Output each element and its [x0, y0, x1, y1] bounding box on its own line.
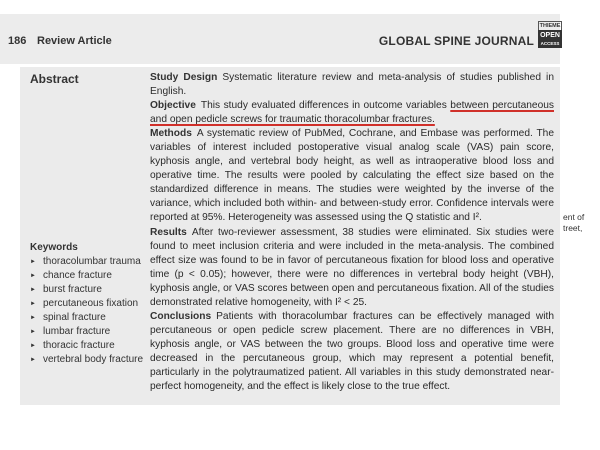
page-number: 186 — [8, 35, 27, 47]
open-access-logo — [538, 21, 562, 48]
journal-title: GLOBAL SPINE JOURNAL — [378, 34, 534, 48]
keyword-item: ► thoracic fracture — [30, 339, 153, 353]
logo-access-text: ACCESS — [540, 41, 560, 46]
abstract-heading: Abstract — [30, 72, 79, 86]
side-text-fragment: ent of treet, — [563, 212, 585, 233]
keywords-list — [30, 255, 153, 367]
logo-top-text: THIEME — [539, 23, 561, 29]
keyword-item: ► lumbar fracture — [30, 325, 153, 339]
logo-dark-block — [538, 30, 562, 48]
abstract-body — [150, 71, 554, 394]
section-methods: Methods A systematic review of PubMed, Cochrane, and Embase was performed. The variables of interest included postoperative visual analog scale (VAS) pain score, kyphosis angle, and vertebral body height, as well as intraoperative blood loss and operative time. The results were pooled by calculating the effect size based on the standardized difference in means. The studies were weighted by the inverse of the variance, which included both within- and between-study error. Confidence intervals were reported at 95%. Heterogeneity was assessed using the Q statistic and I². — [150, 128, 554, 224]
keywords-heading: Keywords — [30, 242, 78, 253]
keyword-item: ► spinal fracture — [30, 311, 153, 325]
keyword-item: ► thoracolumbar trauma — [30, 255, 153, 269]
keyword-item: ► percutaneous fixation — [30, 297, 153, 311]
section-objective: Objective This study evaluated differences in outcome variables between percutaneous and open pedicle screws for traumatic thoracolumbar fractures. — [150, 100, 554, 126]
section-conclusions: Conclusions Patients with thoracolumbar fractures can be effectively managed with percutaneous or open pedicle screw placement. There are no differences in VBH, kyphosis angle, or VAS between the two groups. Blood loss and operative time were decreased in the percutaneous group, which may represent a potential benefit, particularly in the polytraumatized patient. All variables in this study demonstrated near-perfect homogeneity, and the effect is likely close to the true effect. — [150, 310, 554, 393]
article-type: Review Article — [37, 35, 112, 47]
keyword-item: ► chance fracture — [30, 269, 153, 283]
keyword-item: ► burst fracture — [30, 283, 153, 297]
logo-open-text: OPEN — [540, 32, 560, 39]
red-underlined-text: between percutaneous and open pedicle screws for traumatic thoracolumbar fractures. — [150, 100, 554, 126]
keyword-item: ► vertebral body fracture — [30, 353, 153, 367]
section-results: Results After two-reviewer assessment, 38 studies were eliminated. Six studies were found to meet inclusion criteria and were included in the meta-analysis. The combined effect size was found to be in favor of percutaneous fixation for blood loss and operative time (p < 0.05); however, there were no differences in vertebral body height (VBH), kyphosis angle, or VAS scores between open and percutaneous fixation. All of the studies demonstrated relative homogeneity, with I² < 25. — [150, 226, 554, 308]
section-study-design: Study Design Systematic literature review and meta-analysis of studies published in English. — [150, 72, 554, 98]
